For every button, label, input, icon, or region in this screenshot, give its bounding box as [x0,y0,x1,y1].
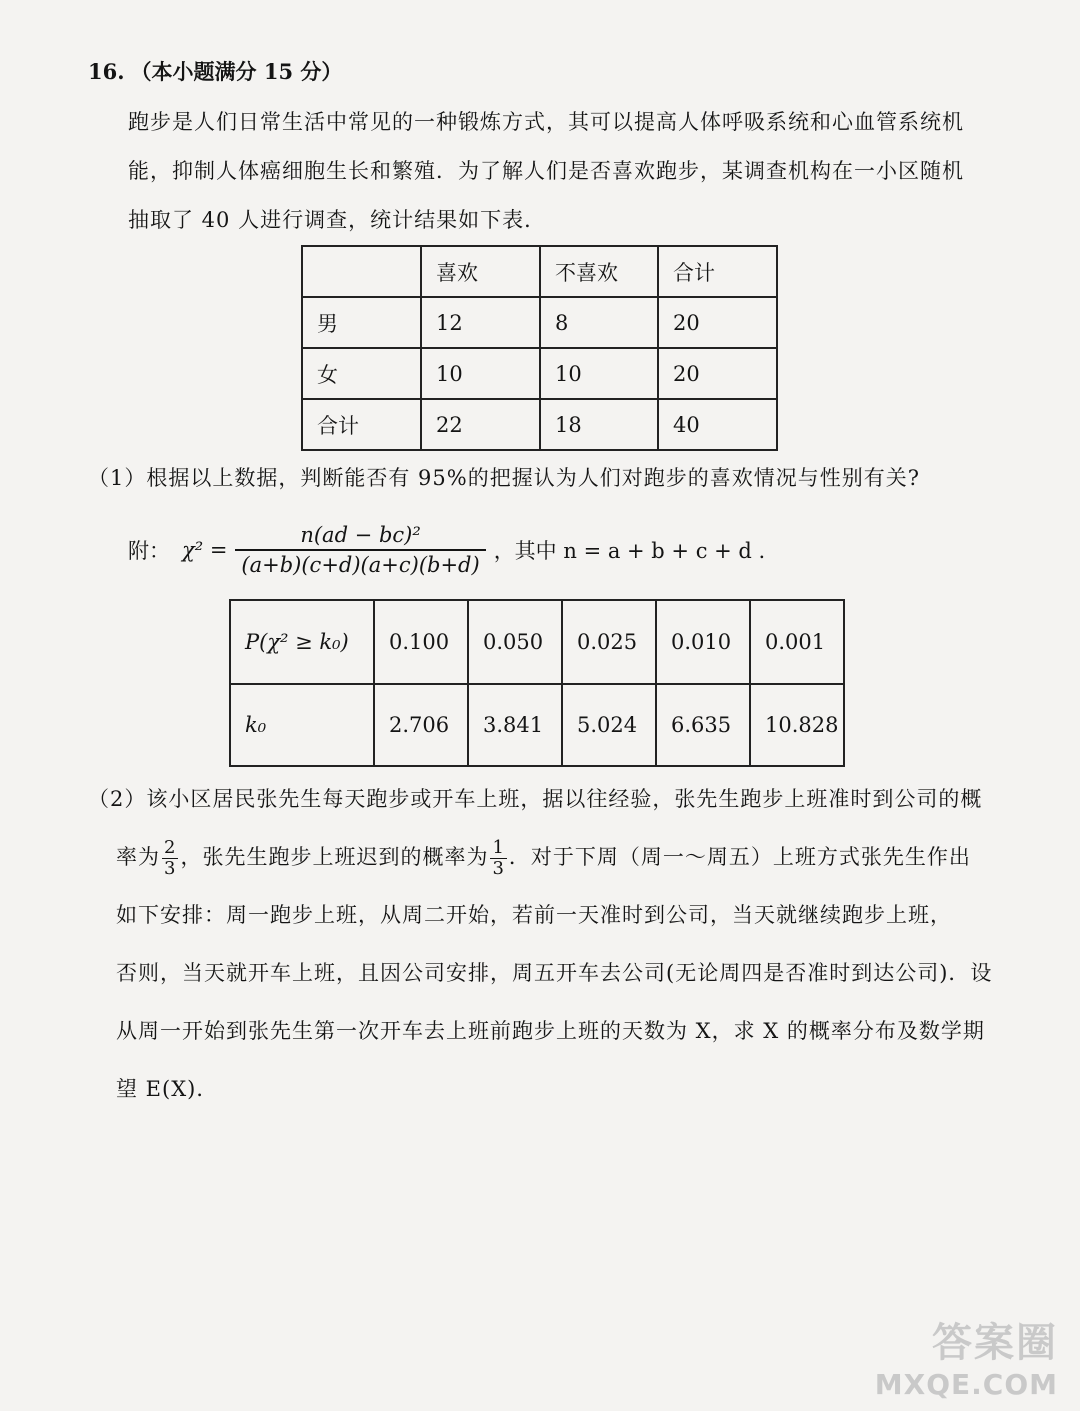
table-cell: 男 [302,297,421,348]
table-cell: P(χ² ≥ k₀) [230,600,374,684]
table-cell [302,246,421,297]
table-cell: 8 [540,297,658,348]
table-cell: 不喜欢 [540,246,658,297]
table-cell: 5.024 [562,684,656,766]
table-cell: 0.025 [562,600,656,684]
part2-question [88,770,1008,1118]
fraction-one-third [490,838,506,879]
table-cell: 0.001 [750,600,844,684]
table-cell: 2.706 [374,684,468,766]
survey-table [301,245,778,451]
formula-suffix: ，其中 n = a + b + c + d . [493,539,766,563]
part2-text: ．对于下周（周一～周五）上班方式张先生作出 [508,845,971,869]
part2-line: 望 E(X)． [116,1077,219,1101]
table-cell: 喜欢 [421,246,540,297]
fraction-denominator: 3 [164,858,177,879]
part2-line: 如下安排：周一跑步上班，从周二开始，若前一天准时到公司，当天就继续跑步上班， [116,903,952,927]
question-intro [128,98,1008,245]
table-cell: 女 [302,348,421,399]
fraction-numerator: 2 [164,837,177,858]
formula-fraction [235,523,485,577]
table-cell: 10.828 [750,684,844,766]
table-cell: 0.010 [656,600,750,684]
formula-numerator: n(ad − bc)² [300,523,421,547]
part2-text: ，张先生跑步上班迟到的概率为 [180,845,489,869]
table-row [302,297,777,348]
part2-line [88,828,1008,886]
question-score: （本小题满分 15 分） [130,59,343,84]
table-cell: 0.100 [374,600,468,684]
part2-line: 否则，当天就开车上班，且因公司安排，周五开车去公司(无论周四是否准时到达公司)．设 [116,961,993,985]
table-row [230,684,844,766]
watermark-logo-text: 答案圈 [932,1320,1058,1366]
table-cell: 12 [421,297,540,348]
intro-line: 能，抑制人体癌细胞生长和繁殖．为了解人们是否喜欢跑步，某调查机构在一小区随机 [128,159,964,183]
formula-denominator: (a+b)(c+d)(a+c)(b+d) [235,549,485,577]
formula-prefix: 附： [128,539,170,563]
table-cell: 3.841 [468,684,562,766]
table-cell: 合计 [302,399,421,450]
table-cell: k₀ [230,684,374,766]
table-header-row [302,246,777,297]
table-cell: 0.050 [468,600,562,684]
chi-square-formula [128,515,765,585]
site-watermark [875,1311,1058,1401]
table-cell: 22 [421,399,540,450]
table-cell: 20 [658,297,777,348]
question-header [88,56,342,86]
watermark-url: MXQE.COM [874,1368,1058,1401]
table-cell: 合计 [658,246,777,297]
table-cell: 18 [540,399,658,450]
part1-question: （1）根据以上数据，判断能否有 95%的把握认为人们对跑步的喜欢情况与性别有关? [88,466,920,490]
fraction-numerator: 1 [492,837,505,858]
part2-text: 率为 [116,845,160,869]
part2-line: （2）该小区居民张先生每天跑步或开车上班，据以往经验，张先生跑步上班准时到公司的概 [88,787,983,811]
table-cell: 6.635 [656,684,750,766]
formula-lhs: χ² = [182,538,228,562]
table-row [302,399,777,450]
fraction-two-thirds [162,838,178,879]
table-row [302,348,777,399]
intro-line: 抽取了 40 人进行调查，统计结果如下表． [128,208,547,232]
fraction-denominator: 3 [492,858,505,879]
table-cell: 10 [540,348,658,399]
table-cell: 10 [421,348,540,399]
chi-square-table [229,599,845,767]
table-cell: 40 [658,399,777,450]
question-number: 16. [88,59,125,84]
table-cell: 20 [658,348,777,399]
part2-line: 从周一开始到张先生第一次开车去上班前跑步上班的天数为 X，求 X 的概率分布及数学期 [116,1019,985,1043]
intro-line: 跑步是人们日常生活中常见的一种锻炼方式，其可以提高人体呼吸系统和心血管系统机 [128,110,964,134]
table-row [230,600,844,684]
